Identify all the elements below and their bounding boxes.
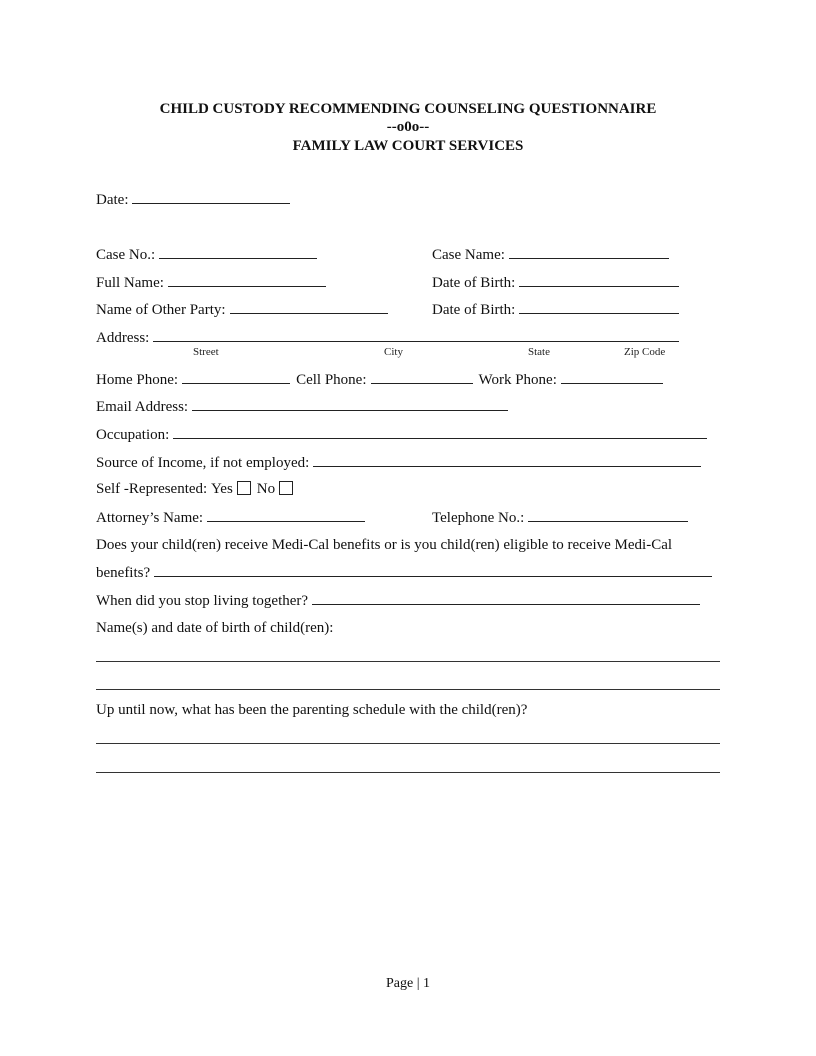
full-name-field[interactable] — [168, 272, 326, 287]
schedule-label: Up until now, what has been the parenting schedule with the child(ren)? — [96, 702, 528, 718]
yes-checkbox[interactable] — [237, 481, 251, 495]
children-label: Name(s) and date of birth of child(ren): — [96, 620, 334, 636]
city-sublabel: City — [384, 346, 403, 358]
case-name-field[interactable] — [509, 244, 669, 259]
other-party-label: Name of Other Party: — [96, 302, 226, 318]
stop-living-field[interactable] — [312, 590, 700, 605]
street-sublabel: Street — [193, 346, 219, 358]
medical-question-cont: benefits? — [96, 565, 151, 581]
home-phone-field[interactable] — [182, 369, 290, 384]
case-no-field[interactable] — [159, 244, 317, 259]
form-subtitle: FAMILY LAW COURT SERVICES — [292, 138, 524, 154]
children-answer-line-1[interactable] — [96, 661, 720, 662]
case-name-label: Case Name: — [432, 247, 505, 263]
yes-label: Yes — [210, 481, 233, 497]
dob2-field[interactable] — [519, 299, 679, 314]
children-answer-line-2[interactable] — [96, 689, 720, 690]
children-row — [96, 618, 726, 638]
address-label: Address: — [96, 330, 150, 346]
occupation-field[interactable] — [173, 424, 707, 439]
date-label: Date: — [96, 192, 129, 208]
cell-phone-label: Cell Phone: — [296, 372, 367, 388]
no-checkbox[interactable] — [279, 481, 293, 495]
stop-living-row — [96, 590, 726, 610]
full-name-row — [96, 272, 726, 292]
medical-answer-field[interactable] — [154, 562, 712, 577]
date-row — [96, 189, 726, 209]
attorney-label: Attorney’s Name: — [96, 510, 204, 526]
email-label: Email Address: — [96, 399, 189, 415]
home-phone-label: Home Phone: — [96, 372, 179, 388]
medical-answer-row — [96, 562, 726, 582]
title-divider: --o0o-- — [386, 119, 430, 135]
medical-question-row — [96, 535, 726, 555]
email-row — [96, 396, 726, 416]
schedule-answer-line-1[interactable] — [96, 743, 720, 744]
telephone-field[interactable] — [528, 507, 688, 522]
full-name-label: Full Name: — [96, 275, 164, 291]
zip-sublabel: Zip Code — [624, 346, 666, 358]
case-no-label: Case No.: — [96, 247, 156, 263]
dob-field[interactable] — [519, 272, 679, 287]
attorney-field[interactable] — [207, 507, 365, 522]
address-row — [96, 327, 726, 347]
no-label: No — [256, 481, 276, 497]
dob-label: Date of Birth: — [432, 275, 516, 291]
medical-question: Does your child(ren) receive Medi-Cal benefits or is you child(ren) eligible to receive Medi-Cal — [96, 537, 673, 553]
work-phone-label: Work Phone: — [478, 372, 557, 388]
page-number: Page | 1 — [385, 976, 431, 991]
phone-row — [96, 369, 726, 389]
income-row — [96, 452, 726, 472]
other-party-row — [96, 299, 726, 319]
occupation-label: Occupation: — [96, 427, 170, 443]
stop-living-label: When did you stop living together? — [96, 593, 309, 609]
dob2-label: Date of Birth: — [432, 302, 516, 318]
attorney-row — [96, 507, 726, 527]
other-party-field[interactable] — [230, 299, 388, 314]
telephone-label: Telephone No.: — [432, 510, 525, 526]
email-field[interactable] — [192, 396, 508, 411]
income-label: Source of Income, if not employed: — [96, 455, 310, 471]
schedule-row — [96, 700, 726, 720]
self-rep-label: Self -Represented: — [96, 481, 208, 497]
date-field[interactable] — [132, 189, 290, 204]
work-phone-field[interactable] — [561, 369, 663, 384]
self-rep-row — [96, 479, 726, 499]
case-row — [96, 244, 726, 264]
state-sublabel: State — [528, 346, 550, 358]
form-title: CHILD CUSTODY RECOMMENDING COUNSELING QUESTIONNAIRE — [159, 101, 657, 117]
cell-phone-field[interactable] — [371, 369, 473, 384]
address-field[interactable] — [153, 327, 679, 342]
schedule-answer-line-2[interactable] — [96, 772, 720, 773]
occupation-row — [96, 424, 726, 444]
income-field[interactable] — [313, 452, 701, 467]
